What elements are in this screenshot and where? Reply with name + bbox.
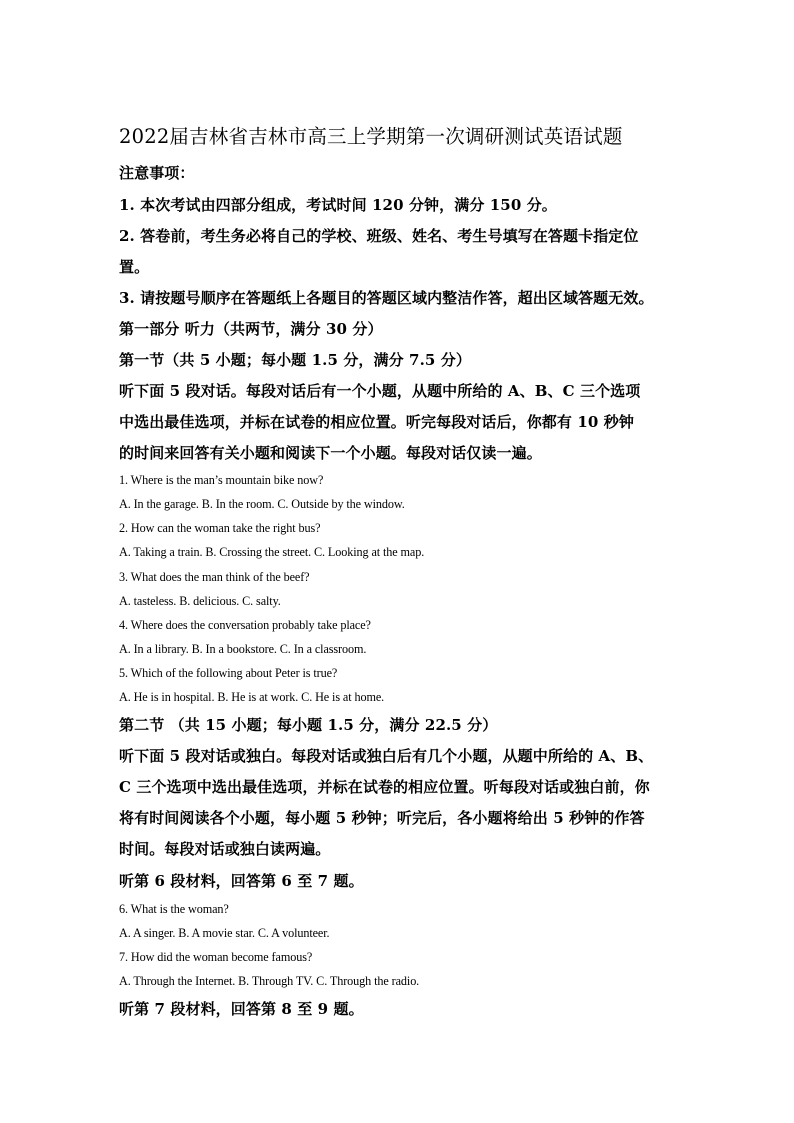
question-options: A. tasteless. B. delicious. C. salty. bbox=[119, 594, 281, 608]
section1-instruction: 的时间来回答有关小题和阅读下一个小题。每段对话仅读一遍。 bbox=[119, 444, 542, 462]
material6-heading: 听第 6 段材料，回答第 6 至 7 题。 bbox=[119, 872, 364, 890]
section1-instruction: 中选出最佳选项，并标在试卷的相应位置。听完每段对话后，你都有 10 秒钟 bbox=[119, 413, 634, 431]
question-options: A. He is in hospital. B. He is at work. C. He is at home. bbox=[119, 690, 385, 704]
question-options: A. Through the Internet. B. Through TV. C. Through the radio. bbox=[119, 974, 420, 988]
question-stem: 6. What is the woman? bbox=[119, 902, 229, 916]
question-options: A. In the garage. B. In the room. C. Outside by the window. bbox=[119, 497, 405, 511]
notice-item: 2. 答卷前，考生务必将自己的学校、班级、姓名、考生号填写在答题卡指定位 bbox=[119, 227, 639, 245]
section1-heading: 第一节（共 5 小题；每小题 1.5 分，满分 7.5 分） bbox=[119, 351, 471, 369]
section2-instruction: 将有时间阅读各个小题，每小题 5 秒钟；听完后，各小题将给出 5 秒钟的作答 bbox=[119, 809, 645, 827]
part1-heading: 第一部分 听力（共两节，满分 30 分） bbox=[119, 320, 383, 338]
material7-heading: 听第 7 段材料，回答第 8 至 9 题。 bbox=[119, 1000, 364, 1018]
question-options: A. Taking a train. B. Crossing the street. C. Looking at the map. bbox=[119, 545, 425, 559]
section2-instruction: C 三个选项中选出最佳选项，并标在试卷的相应位置。听每段对话或独白前，你 bbox=[119, 778, 650, 796]
question-stem: 3. What does the man think of the beef? bbox=[119, 570, 310, 584]
section2-heading: 第二节 （共 15 小题；每小题 1.5 分，满分 22.5 分） bbox=[119, 716, 498, 734]
question-stem: 4. Where does the conversation probably take place? bbox=[119, 618, 371, 632]
question-stem: 2. How can the woman take the right bus? bbox=[119, 521, 321, 535]
question-options: A. In a library. B. In a bookstore. C. In a classroom. bbox=[119, 642, 367, 656]
notice-item: 3. 请按题号顺序在答题纸上各题目的答题区域内整洁作答，超出区域答题无效。 bbox=[119, 289, 654, 307]
notice-item: 1. 本次考试由四部分组成，考试时间 120 分钟，满分 150 分。 bbox=[119, 196, 557, 214]
document-title: 2022届吉林省吉林市高三上学期第一次调研测试英语试题 bbox=[119, 125, 623, 148]
section1-instruction: 听下面 5 段对话。每段对话后有一个小题，从题中所给的 A、B、C 三个选项 bbox=[119, 382, 641, 400]
question-options: A. A singer. B. A movie star. C. A volunteer. bbox=[119, 926, 330, 940]
question-stem: 7. How did the woman become famous? bbox=[119, 950, 313, 964]
notice-heading: 注意事项： bbox=[119, 164, 195, 182]
section2-instruction: 听下面 5 段对话或独白。每段对话或独白后有几个小题，从题中所给的 A、B、 bbox=[119, 747, 654, 765]
section2-instruction: 时间。每段对话或独白读两遍。 bbox=[119, 840, 331, 858]
question-stem: 1. Where is the man’s mountain bike now? bbox=[119, 473, 324, 487]
notice-item: 置。 bbox=[119, 258, 150, 276]
question-stem: 5. Which of the following about Peter is true? bbox=[119, 666, 338, 680]
